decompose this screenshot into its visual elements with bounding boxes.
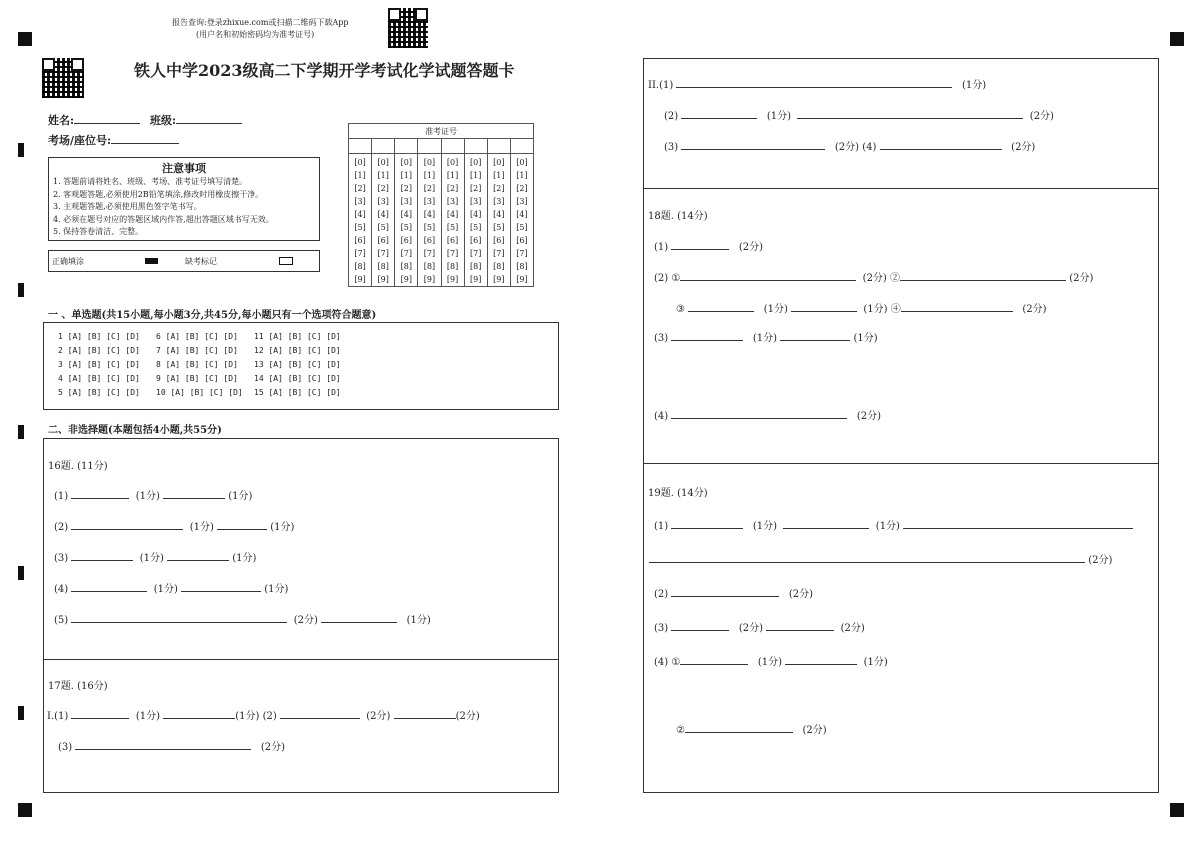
exam-id-digit[interactable]: [7] [470, 249, 482, 258]
side-mark [18, 143, 24, 157]
mc-row[interactable]: 1 [A] [B] [C] [D] [58, 332, 140, 341]
exam-id-digit[interactable]: [1] [423, 171, 436, 180]
q19-row[interactable]: (1) (1分) (1分) [654, 517, 1133, 532]
exam-id-digit[interactable]: [6] [470, 236, 482, 245]
exam-id-digit[interactable]: [7] [354, 249, 366, 258]
exam-id-digit[interactable]: [9] [377, 275, 389, 284]
exam-id-digit[interactable]: [8] [423, 262, 436, 271]
exam-id-digit[interactable]: [1] [377, 171, 389, 180]
exam-id-column[interactable] [510, 154, 533, 287]
exam-id-digit[interactable]: [9] [516, 275, 528, 284]
q19-row[interactable]: (4) ① (1分) (1分) [654, 653, 888, 668]
q16-row[interactable]: (5) (2分) (1分) [54, 611, 431, 626]
exam-id-digit[interactable]: [6] [400, 236, 412, 245]
exam-id-column[interactable] [372, 154, 395, 287]
corner-mark [1170, 32, 1184, 46]
exam-id-digit[interactable]: [2] [470, 184, 482, 193]
exam-id-digit[interactable]: [9] [400, 275, 412, 284]
q17-row[interactable]: (3) (2分) [58, 738, 285, 753]
correct-fill-label: 正确填涂 [52, 257, 84, 266]
exam-id-digit[interactable]: [9] [470, 275, 482, 284]
exam-id-digit[interactable]: [5] [516, 223, 528, 232]
q18-row[interactable]: (2) ① (2分) ② (2分) [654, 269, 1093, 284]
class-field[interactable] [150, 112, 242, 128]
exam-id-digit[interactable]: [0] [516, 158, 528, 167]
exam-id-digit[interactable]: [1] [446, 171, 459, 180]
mc-row[interactable]: 15 [A] [B] [C] [D] [254, 388, 341, 397]
exam-id-digit[interactable]: [3] [516, 197, 528, 206]
exam-id-digit[interactable]: [4] [377, 210, 389, 219]
notice-box [48, 157, 320, 241]
q17-part2-row[interactable]: (2) (1分) (2分) [664, 107, 1054, 122]
exam-id-digit[interactable]: [2] [516, 184, 528, 193]
exam-id-digit[interactable]: [0] [446, 158, 459, 167]
exam-id-column[interactable] [487, 154, 510, 287]
mc-column[interactable] [156, 330, 243, 400]
mc-column[interactable] [58, 330, 140, 400]
exam-id-column[interactable] [464, 154, 487, 287]
exam-id-digit[interactable]: [8] [354, 262, 366, 271]
exam-id-digit[interactable]: [5] [493, 223, 505, 232]
q19-row[interactable]: (2) (2分) [654, 585, 813, 600]
exam-id-digit[interactable]: [8] [446, 262, 459, 271]
exam-id-column[interactable] [349, 154, 372, 287]
name-label: 姓名: [48, 114, 75, 127]
top-note: 报告查询:登录zhixue.com或扫描二维码下载App [172, 18, 349, 27]
corner-mark [1170, 803, 1184, 817]
q16-title: 16题. (11分) [48, 461, 108, 472]
q17-box [43, 659, 559, 793]
exam-id-digit[interactable]: [8] [377, 262, 389, 271]
qr-code-icon [388, 8, 428, 48]
mc-answer-box [43, 322, 559, 410]
q19-row[interactable]: (2分) [649, 551, 1112, 566]
fill-legend [48, 250, 320, 272]
exam-id-digit[interactable]: [6] [354, 236, 366, 245]
mc-row[interactable]: 13 [A] [B] [C] [D] [254, 360, 341, 369]
exam-id-digit[interactable]: [8] [400, 262, 412, 271]
mc-row[interactable]: 4 [A] [B] [C] [D] [58, 374, 140, 383]
q16-row[interactable]: (2) (1分) (1分) [54, 518, 294, 533]
notice-item: 4. 必须在题号对应的答题区域内作答,超出答题区域书写无效。 [53, 214, 274, 224]
q16-row[interactable]: (4) (1分) (1分) [54, 580, 288, 595]
exam-id-digit[interactable]: [1] [516, 171, 528, 180]
q18-row[interactable]: (4) (2分) [654, 407, 881, 422]
mc-row[interactable]: 3 [A] [B] [C] [D] [58, 360, 140, 369]
q19-title: 19题. (14分) [648, 488, 708, 499]
exam-id-digit[interactable]: [1] [493, 171, 505, 180]
exam-id-digit[interactable]: [7] [423, 249, 436, 258]
exam-id-digit[interactable]: [2] [493, 184, 505, 193]
exam-id-digit[interactable]: [2] [377, 184, 389, 193]
exam-id-digit[interactable]: [1] [400, 171, 412, 180]
exam-id-digit[interactable]: [7] [516, 249, 528, 258]
exam-id-caption: 准考证号 [349, 124, 534, 139]
exam-id-digit[interactable]: [3] [400, 197, 412, 206]
mc-row[interactable]: 14 [A] [B] [C] [D] [254, 374, 341, 383]
exam-id-digit[interactable]: [2] [354, 184, 366, 193]
page-title: 铁人中学2023级高二下学期开学考试化学试题答题卡 [134, 61, 515, 80]
exam-id-digit[interactable]: [4] [516, 210, 528, 219]
exam-id-digit[interactable]: [1] [470, 171, 482, 180]
side-mark [18, 566, 24, 580]
q18-box [643, 188, 1159, 464]
side-mark [18, 706, 24, 720]
absent-mark-box[interactable] [279, 257, 293, 265]
mc-row[interactable]: 10 [A] [B] [C] [D] [156, 388, 243, 397]
exam-id-digit[interactable]: [1] [354, 171, 366, 180]
exam-id-digit[interactable]: [6] [377, 236, 389, 245]
q19-row[interactable]: ② (2分) [676, 721, 827, 736]
exam-id-digit[interactable]: [5] [423, 223, 436, 232]
exam-id-digit[interactable]: [6] [516, 236, 528, 245]
q16-row[interactable]: (3) (1分) (1分) [54, 549, 256, 564]
exam-id-digit[interactable]: [4] [423, 210, 436, 219]
exam-id-digit[interactable]: [6] [423, 236, 436, 245]
side-mark [18, 425, 24, 439]
exam-id-digit[interactable]: [2] [400, 184, 412, 193]
q16-row[interactable]: (1) (1分) (1分) [54, 487, 252, 502]
exam-id-digit[interactable]: [7] [377, 249, 389, 258]
exam-id-digit[interactable]: [0] [470, 158, 482, 167]
exam-id-digit[interactable]: [3] [446, 197, 459, 206]
top-note-sub: (用户名和初始密码均为准考证号) [196, 30, 315, 39]
exam-id-digit[interactable]: [2] [446, 184, 459, 193]
exam-id-digit[interactable]: [7] [446, 249, 459, 258]
exam-id-digit[interactable]: [5] [377, 223, 389, 232]
exam-id-digit[interactable]: [3] [470, 197, 482, 206]
exam-id-column[interactable] [395, 154, 418, 287]
q17-part2-row[interactable]: (3) (2分) (4) (2分) [664, 138, 1035, 153]
exam-id-digit[interactable]: [0] [493, 158, 505, 167]
exam-id-digit[interactable]: [2] [423, 184, 436, 193]
exam-id-digit[interactable]: [5] [446, 223, 459, 232]
mc-row[interactable]: 5 [A] [B] [C] [D] [58, 388, 140, 397]
exam-id-digit[interactable]: [4] [470, 210, 482, 219]
q18-row[interactable]: (1) (2分) [654, 238, 763, 253]
notice-item: 3. 主观题答题,必须使用黑色签字笔书写。 [53, 202, 202, 211]
section2-heading: 二、非选择题(本题包括4小题,共55分) [48, 425, 222, 436]
mc-row[interactable]: 2 [A] [B] [C] [D] [58, 346, 140, 355]
exam-id-digit[interactable]: [8] [493, 262, 505, 271]
room-field[interactable] [48, 132, 179, 148]
exam-id-digit[interactable]: [9] [423, 275, 436, 284]
notice-item: 2. 客观题答题,必须使用2B铅笔填涂,修改时用橡皮擦干净。 [53, 189, 264, 199]
exam-id-digit[interactable]: [8] [516, 262, 528, 271]
exam-id-digit[interactable]: [6] [493, 236, 505, 245]
exam-id-digit[interactable]: [9] [354, 275, 366, 284]
notice-item: 5. 保持答卷清洁、完整。 [53, 227, 144, 236]
exam-id-digit[interactable]: [3] [377, 197, 389, 206]
exam-id-digit[interactable]: [3] [423, 197, 436, 206]
exam-id-digit[interactable]: [5] [400, 223, 412, 232]
mc-row[interactable]: 9 [A] [B] [C] [D] [156, 374, 238, 383]
exam-id-digit[interactable]: [0] [354, 158, 366, 167]
corner-mark [18, 32, 32, 46]
exam-id-digit[interactable]: [7] [400, 249, 412, 258]
q19-row[interactable]: (3) (2分) (2分) [654, 619, 865, 634]
filled-mark-icon [145, 258, 158, 264]
exam-id-digit[interactable]: [3] [493, 197, 505, 206]
mc-column[interactable] [254, 330, 341, 400]
notice-item: 1. 答题前请将姓名、班级、考场、准考证号填写清楚。 [53, 177, 248, 186]
name-field[interactable] [48, 112, 140, 128]
room-label: 考场/座位号: [48, 134, 112, 147]
q17-part2-row[interactable]: II.(1) (1分) [648, 76, 986, 91]
corner-mark [18, 803, 32, 817]
section1-heading: 一 、单选题(共15小题,每小题3分,共45分,每小题只有一个选项符合题意) [48, 310, 377, 321]
exam-id-grid[interactable] [348, 123, 534, 287]
exam-id-digit[interactable]: [5] [354, 223, 366, 232]
qr-code-icon [42, 58, 84, 98]
exam-id-digit[interactable]: [9] [446, 275, 459, 284]
q18-row[interactable]: (3) (1分) (1分) [654, 329, 878, 344]
mc-row[interactable]: 12 [A] [B] [C] [D] [254, 346, 341, 355]
notice-heading: 注意事项 [162, 162, 206, 175]
exam-id-column[interactable] [441, 154, 464, 287]
q18-title: 18题. (14分) [648, 211, 708, 222]
exam-id-digit[interactable]: [4] [446, 210, 459, 219]
exam-id-column[interactable] [418, 154, 441, 287]
exam-id-digit[interactable]: [3] [354, 197, 366, 206]
exam-id-digit[interactable]: [8] [470, 262, 482, 271]
mc-row[interactable]: 8 [A] [B] [C] [D] [156, 360, 238, 369]
exam-id-digit[interactable]: [4] [493, 210, 505, 219]
exam-id-digit[interactable]: [0] [400, 158, 412, 167]
exam-id-digit[interactable]: [4] [400, 210, 412, 219]
side-mark [18, 283, 24, 297]
exam-id-digit[interactable]: [0] [423, 158, 436, 167]
exam-id-digit[interactable]: [6] [446, 236, 459, 245]
absent-mark-label: 缺考标记 [185, 257, 217, 266]
class-label: 班级: [150, 114, 177, 127]
q17-row[interactable]: I.(1) (1分) (1分) (2) (2分) (2分) [47, 707, 480, 722]
mc-row[interactable]: 7 [A] [B] [C] [D] [156, 346, 238, 355]
mc-row[interactable]: 11 [A] [B] [C] [D] [254, 332, 341, 341]
mc-row[interactable]: 6 [A] [B] [C] [D] [156, 332, 238, 341]
exam-id-digit[interactable]: [5] [470, 223, 482, 232]
q18-row[interactable]: ③ (1分) (1分) ④ (2分) [676, 300, 1046, 315]
exam-id-digit[interactable]: [9] [493, 275, 505, 284]
exam-id-digit[interactable]: [4] [354, 210, 366, 219]
exam-id-digit[interactable]: [7] [493, 249, 505, 258]
q17-title: 17题. (16分) [48, 681, 108, 692]
exam-id-digit[interactable]: [0] [377, 158, 389, 167]
